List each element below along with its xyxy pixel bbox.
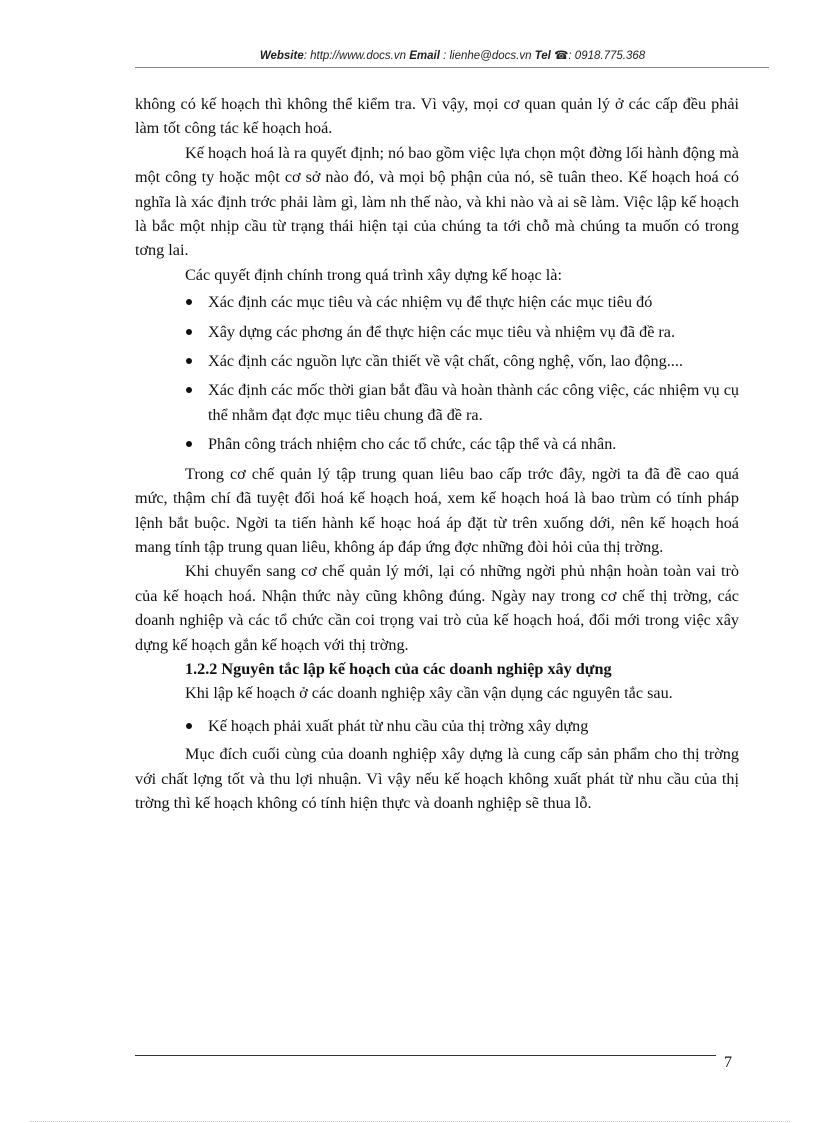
paragraph-4: Trong cơ chế quản lý tập trung quan liêu bao cấp trớc đây, ngời ta đã đề cao quá mức, thậm chí đã tuyệt đối hoá kế hoạch hoá, xem kế hoạch hoá là bao trùm có tính pháp lệnh bắt buộc. Ngời ta tiến hành kế hoạc hoá áp đặt từ trên xuống dới, nên kế hoạch hoá mang tính tập trung quan liêu, không áp đáp ứng đợc những đòi hỏi của thị trờng.: [135, 464, 739, 556]
header-rule: [135, 67, 769, 68]
list-item-text: Phân công trách nhiệm cho các tổ chức, các tập thể và cá nhân.: [208, 435, 617, 454]
document-body: [135, 92, 739, 815]
email-value: : lienhe@docs.vn: [439, 50, 535, 62]
page-header: [135, 48, 770, 62]
list-item-text: Xác định các mốc thời gian bắt đầu và hoàn thành các công việc, các nhiệm vụ cụ thể nhằm đạt đợc mục tiêu chung đã đề ra.: [208, 381, 739, 424]
list-item: [135, 290, 739, 314]
email-label: Email: [409, 50, 440, 62]
list-item: [135, 378, 739, 427]
list-item: [135, 349, 739, 373]
bullet-icon: [186, 329, 192, 335]
list-item-text: Xác định các nguồn lực cần thiết về vật chất, công nghệ, vốn, lao động....: [208, 352, 683, 371]
list-item: [135, 432, 739, 456]
list-item: [135, 320, 739, 344]
bullet-icon: [186, 387, 192, 393]
page-number: 7: [724, 1054, 732, 1071]
list-item-text: Xây dựng các phơng án để thực hiện các mục tiêu và nhiệm vụ đã đề ra.: [208, 322, 676, 341]
footer-rule: [135, 1055, 716, 1056]
list-item-text: Xác định các mục tiêu và các nhiệm vụ để thực hiện các mục tiêu đó: [208, 293, 653, 312]
bullet-icon: [186, 723, 192, 729]
list-item: [135, 714, 739, 738]
decision-list: [135, 290, 739, 456]
website-label: Website: [259, 50, 304, 62]
bullet-icon: [186, 358, 192, 364]
tel-label: Tel: [534, 50, 551, 62]
paragraph-1: không có kế hoạch thì không thể kiểm tra. Vì vậy, mọi cơ quan quản lý ở các cấp đều phải làm tốt công tác kế hoạch hoá.: [135, 95, 739, 138]
bullet-icon: [186, 299, 192, 305]
list-item-text: Kế hoạch phải xuất phát từ nhu cầu của thị trờng xây dựng: [208, 716, 589, 735]
website-value: : http://www.docs.vn: [303, 50, 410, 62]
phone-icon: ☎: [554, 50, 569, 62]
paragraph-7: Mục đích cuối cùng của doanh nghiệp xây dựng là cung cấp sản phẩm cho thị trờng với chất lợng tốt và thu lợi nhuận. Vì vậy nếu kế hoạch không xuất phát từ nhu cầu của thị trờng thì kế hoạch không có tính hiện thực và doanh nghiệp sẽ thua lỗ.: [135, 745, 739, 812]
paragraph-3: Các quyết định chính trong quá trình xây dựng kế hoạc là:: [185, 265, 562, 284]
section-heading: 1.2.2 Nguyên tắc lập kế hoạch của các doanh nghiệp xây dựng: [185, 659, 612, 678]
paragraph-5: Khi chuyển sang cơ chế quản lý mới, lại có những ngời phủ nhận hoàn toàn vai trò của kế hoạch hoá. Nhận thức này cũng không đúng. Ngày nay trong cơ chế thị trờng, các doanh nghiệp và các tổ chức cần coi trọng vai trò của kế hoạch hoá, đổi mới trong việc xây dựng kế hoạch gắn kế hoạch với thị trờng.: [135, 562, 739, 654]
principle-list: [135, 714, 739, 738]
bullet-icon: [186, 441, 192, 447]
paragraph-6: Khi lập kế hoạch ở các doanh nghiệp xây cần vận dụng các nguyên tắc sau.: [185, 684, 673, 703]
paragraph-2: Kế hoạch hoá là ra quyết định; nó bao gồm việc lựa chọn một đờng lối hành động mà một công ty hoặc một cơ sở nào đó, và mọi bộ phận của nó, sẽ tuân theo. Kế hoạch hoá có nghĩa là xác định trớc phải làm gì, làm nh thế nào, và khi nào và ai sẽ làm. Việc lập kế hoạch là bắc một nhịp cầu từ trạng thái hiện tại của chúng ta tới chỗ mà chúng ta muốn có trong tơng lai.: [135, 143, 739, 260]
page-bottom-border: [30, 1121, 790, 1122]
tel-value: : 0918.775.368: [568, 50, 646, 62]
